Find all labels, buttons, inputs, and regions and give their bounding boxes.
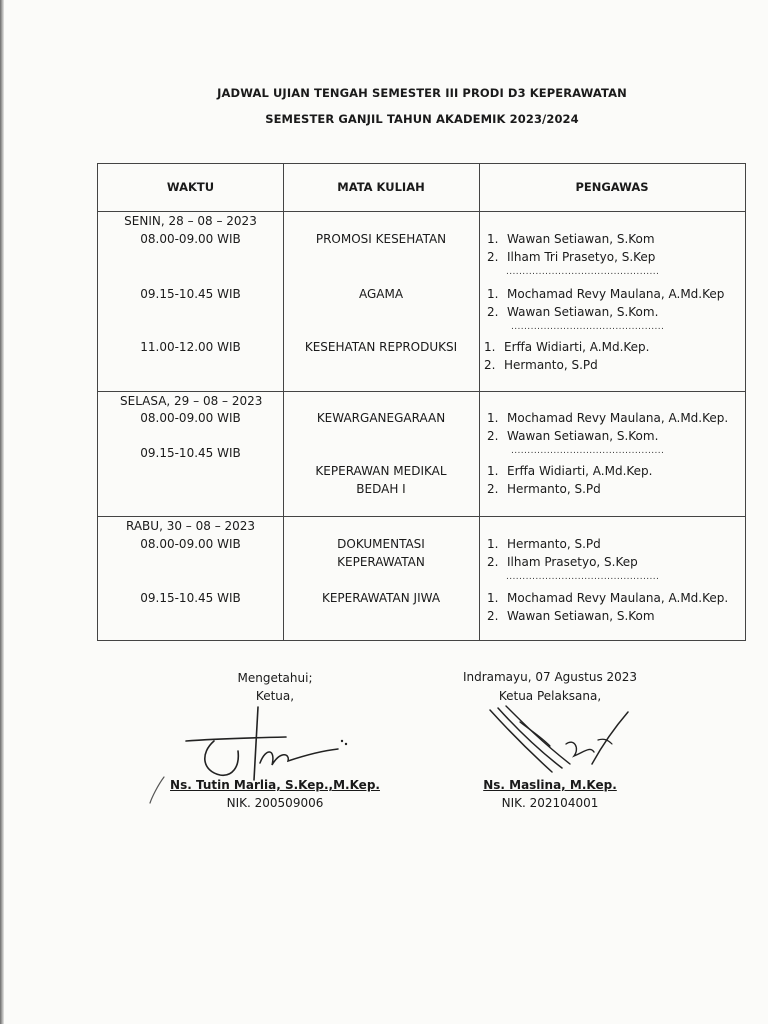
supervisor-item xyxy=(487,463,652,480)
schedule-table xyxy=(97,163,746,641)
list-number: 1. xyxy=(487,411,499,425)
list-number: 1. xyxy=(487,591,499,605)
supervisor-item xyxy=(487,536,601,553)
row-divider xyxy=(98,391,745,392)
day-date: RABU, 30 – 08 – 2023 xyxy=(126,519,256,533)
supervisor-name: Hermanto, S.Pd xyxy=(507,537,601,551)
list-number: 1. xyxy=(487,287,499,301)
list-number: 2. xyxy=(487,429,499,443)
supervisor-name: Ilham Tri Prasetyo, S.Kep xyxy=(507,250,656,264)
header-divider xyxy=(98,211,745,212)
supervisor-item xyxy=(484,357,598,374)
time-slot: 08.00-09.00 WIB xyxy=(140,411,241,425)
day-date: SELASA, 29 – 08 – 2023 xyxy=(120,394,263,408)
signer-nik: NIK. 200509006 xyxy=(226,796,324,810)
header-pengawas: PENGAWAS xyxy=(575,180,649,194)
course-name: PROMOSI KESEHATAN xyxy=(315,232,447,246)
course-name: KESEHATAN REPRODUKSI xyxy=(304,340,458,354)
supervisor-item xyxy=(487,286,724,303)
separator-dots: ............................................... xyxy=(511,446,665,456)
list-number: 1. xyxy=(487,464,499,478)
supervisor-name: Mochamad Revy Maulana, A.Md.Kep. xyxy=(507,411,729,425)
place-date: Indramayu, 07 Agustus 2023 xyxy=(462,670,638,684)
time-slot: 08.00-09.00 WIB xyxy=(140,232,241,246)
column-divider xyxy=(479,164,480,640)
separator-dots: ............................................... xyxy=(506,267,660,277)
course-name: KEPERAWAN MEDIKAL xyxy=(315,464,447,478)
day-date: SENIN, 28 – 08 – 2023 xyxy=(124,214,257,228)
supervisor-name: Mochamad Revy Maulana, A.Md.Kep xyxy=(507,287,725,301)
separator-dots: ............................................... xyxy=(511,322,665,332)
header-mata-kuliah: MATA KULIAH xyxy=(337,180,425,194)
supervisor-name: Wawan Setiawan, S.Kom xyxy=(507,232,655,246)
signer-role: Ketua, xyxy=(255,689,295,703)
document-subtitle: SEMESTER GANJIL TAHUN AKADEMIK 2023/2024 xyxy=(265,112,579,126)
header-waktu: WAKTU xyxy=(166,180,215,194)
time-slot: 11.00-12.00 WIB xyxy=(140,340,241,354)
supervisor-item xyxy=(487,428,658,445)
course-name: KEPERAWATAN JIWA xyxy=(321,591,441,605)
list-number: 2. xyxy=(484,358,496,372)
course-name: BEDAH I xyxy=(356,482,406,496)
page-edge xyxy=(0,0,4,1024)
time-slot: 09.15-10.45 WIB xyxy=(140,591,241,605)
supervisor-item xyxy=(487,481,601,498)
time-slot: 09.15-10.45 WIB xyxy=(140,446,241,460)
course-name: KEWARGANEGARAAN xyxy=(316,411,446,425)
list-number: 1. xyxy=(487,232,499,246)
course-name: AGAMA xyxy=(358,287,404,301)
supervisor-item xyxy=(487,249,655,266)
document-title: JADWAL UJIAN TENGAH SEMESTER III PRODI D3 KEPERAWATAN xyxy=(217,86,627,100)
signer-role: Ketua Pelaksana, xyxy=(498,689,602,703)
supervisor-item xyxy=(487,608,655,625)
supervisor-name: Wawan Setiawan, S.Kom xyxy=(507,609,655,623)
list-number: 2. xyxy=(487,609,499,623)
course-name: DOKUMENTASI xyxy=(337,537,425,551)
signer-name: Ns. Tutin Marlia, S.Kep.,M.Kep. xyxy=(170,778,380,792)
row-divider xyxy=(98,516,745,517)
supervisor-item xyxy=(484,339,649,356)
supervisor-item xyxy=(487,554,638,571)
supervisor-item xyxy=(487,231,655,248)
signer-nik: NIK. 202104001 xyxy=(501,796,599,810)
list-number: 2. xyxy=(487,482,499,496)
supervisor-name: Ilham Prasetyo, S.Kep xyxy=(507,555,638,569)
separator-dots: ............................................... xyxy=(506,572,660,582)
supervisor-name: Hermanto, S.Pd xyxy=(504,358,598,372)
time-slot: 08.00-09.00 WIB xyxy=(140,537,241,551)
acknowledged-label: Mengetahui; xyxy=(237,671,313,685)
supervisor-name: Erffa Widiarti, A.Md.Kep. xyxy=(507,464,653,478)
supervisor-name: Mochamad Revy Maulana, A.Md.Kep. xyxy=(507,591,729,605)
supervisor-item xyxy=(487,304,658,321)
list-number: 1. xyxy=(484,340,496,354)
course-name: KEPERAWATAN xyxy=(337,555,425,569)
signer-name: Ns. Maslina, M.Kep. xyxy=(483,778,617,792)
list-number: 2. xyxy=(487,250,499,264)
supervisor-name: Erffa Widiarti, A.Md.Kep. xyxy=(504,340,650,354)
list-number: 2. xyxy=(487,305,499,319)
supervisor-name: Wawan Setiawan, S.Kom. xyxy=(507,429,659,443)
supervisor-item xyxy=(487,590,728,607)
supervisor-name: Wawan Setiawan, S.Kom. xyxy=(507,305,659,319)
supervisor-item xyxy=(487,410,728,427)
time-slot: 09.15-10.45 WIB xyxy=(140,287,241,301)
list-number: 2. xyxy=(487,555,499,569)
supervisor-name: Hermanto, S.Pd xyxy=(507,482,601,496)
list-number: 1. xyxy=(487,537,499,551)
